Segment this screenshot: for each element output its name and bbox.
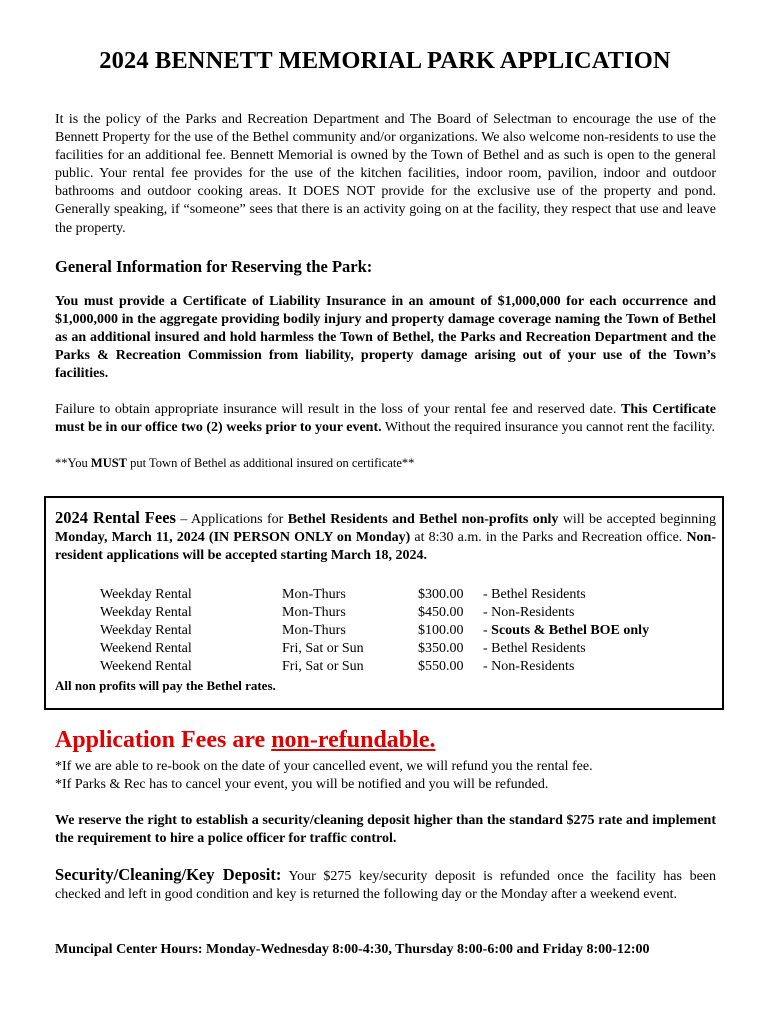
fee-days: Fri, Sat or Sun <box>282 641 364 657</box>
failure-text-1: Failure to obtain appropriate insurance will result in the loss of your rental fee and reserved date. <box>55 402 622 417</box>
fee-price: $100.00 <box>418 623 464 639</box>
rental-fees-intro <box>55 509 716 565</box>
fee-who-text: Bethel Residents <box>491 587 586 602</box>
municipal-hours: Muncipal Center Hours: Monday-Wednesday 8:00-4:30, Thursday 8:00-6:00 and Friday 8:00-12:00 <box>55 942 650 957</box>
note-suffix: put Town of Bethel as additional insured on certificate** <box>127 456 415 470</box>
app-fees-nonrefundable: non-refundable. <box>271 727 436 753</box>
fee-days: Mon-Thurs <box>282 587 346 602</box>
general-info-heading: General Information for Reserving the Park: <box>55 257 373 276</box>
fee-separator: - <box>483 587 492 602</box>
fee-who <box>483 604 574 622</box>
failure-text-3: Without the required insurance you cannot rent the facility. <box>381 420 716 436</box>
insurance-requirement: You must provide a Certificate of Liability Insurance in an amount of $1,000,000 for each occurrence and $1,000,000 in the aggregate providing bodily injury and property damage coverage naming the Town of Bethel as an additional insured and hold harmless the Town of Bethel, the Parks and Recreation Department and the Parks & Recreation Commission from liability, property damage arising out of your use of the Town’s facilities. <box>55 294 716 382</box>
fee-rental-type: Weekend Rental <box>100 641 192 657</box>
deposit-heading: Security/Cleaning/Key Deposit: <box>55 865 282 884</box>
intro-paragraph: It is the policy of the Parks and Recreation Department and The Board of Selectman to encourage the use of the Bennett Property for the use of the Bethel community and/or organizations. We also welcome non-residents to use the facilities for an additional fee. Bennett Memorial is owned by the Town of Bethel and as such is open to the general public. Your rental fee provides for the use of the kitchen facilities, indoor room, pavilion, indoor and outdoor bathrooms and outdoor cooking areas. It DOES NOT provide for the exclusive use of the property and pond. Generally speaking, if “someone” sees that there is an activity going on at the facility, they respect that use and leave the property. <box>55 112 716 236</box>
nonprofit-note: All non profits will pay the Bethel rates. <box>55 678 276 693</box>
fee-days: Mon-Thurs <box>282 623 346 639</box>
rental-fee-table <box>46 586 722 676</box>
fee-price: $550.00 <box>418 659 464 675</box>
fee-text-3: at 8:30 a.m. in the Parks and Recreation office. <box>410 530 687 546</box>
rental-fees-heading: 2024 Rental Fees <box>55 508 176 527</box>
fee-row <box>46 604 722 622</box>
fee-price: $350.00 <box>418 641 464 657</box>
fee-days: Fri, Sat or Sun <box>282 659 364 675</box>
fee-row <box>46 658 722 676</box>
deposit-text: Your $275 key/security deposit is refunded once the facility has been checked and left in good condition and key is returned the following day or the Monday after a weekend event. <box>55 869 716 903</box>
reserve-right-paragraph: We reserve the right to establish a security/cleaning deposit higher than the standard $275 rate and implement the requirement to hire a police officer for traffic control. <box>55 813 716 847</box>
fee-who <box>483 622 649 640</box>
fee-days: Mon-Thurs <box>282 605 346 621</box>
fee-who <box>483 658 574 676</box>
failure-deadline-bold: This Certificate must be in our office two (2) weeks prior to your event. <box>55 402 716 436</box>
fee-row <box>46 640 722 658</box>
note-prefix: **You <box>55 456 91 470</box>
deposit-paragraph <box>55 866 716 904</box>
fee-rental-type: Weekday Rental <box>100 623 192 639</box>
fee-who <box>483 640 586 658</box>
fee-who-text: Non-Residents <box>491 659 575 675</box>
fee-separator: - <box>483 641 492 657</box>
fee-separator: - <box>483 659 492 675</box>
page-title: 2024 BENNETT MEMORIAL PARK APPLICATION <box>99 47 671 74</box>
fee-price: $450.00 <box>418 605 464 621</box>
insurance-failure-paragraph <box>55 401 716 437</box>
fee-bold-2: Monday, March 11, 2024 (IN PERSON ONLY on Monday) <box>55 530 411 546</box>
fee-who-text: Scouts & Bethel BOE only <box>491 623 650 639</box>
fee-who <box>483 586 586 604</box>
refund-line-cancel: *If Parks & Rec has to cancel your event, you will be notified and you will be refunded. <box>55 777 549 792</box>
fee-who-text: Bethel Residents <box>491 641 586 657</box>
fee-price: $300.00 <box>418 587 464 602</box>
fee-row <box>46 586 722 604</box>
fee-rental-type: Weekday Rental <box>100 605 192 621</box>
additional-insured-note <box>55 456 414 471</box>
fee-bold-3: Non-resident applications will be accepted starting March 18, 2024. <box>55 530 716 564</box>
refund-line-rebook: *If we are able to re-book on the date of your cancelled event, we will refund you the rental fee. <box>55 759 593 774</box>
fee-rental-type: Weekday Rental <box>100 587 192 602</box>
rental-fees-box <box>44 496 724 710</box>
app-fees-prefix: Application Fees are <box>55 727 272 753</box>
fee-who-text: Non-Residents <box>491 605 575 621</box>
fee-text-1: – Applications for <box>175 512 288 527</box>
application-fees-heading <box>55 727 435 754</box>
fee-text-2: will be accepted beginning <box>558 512 716 527</box>
fee-bold-1: Bethel Residents and Bethel non-profits only <box>287 512 559 527</box>
fee-separator: - <box>483 605 492 621</box>
note-bold: MUST <box>90 456 128 470</box>
fee-row <box>46 622 722 640</box>
fee-separator: - <box>483 623 492 639</box>
fee-rental-type: Weekend Rental <box>100 659 192 675</box>
